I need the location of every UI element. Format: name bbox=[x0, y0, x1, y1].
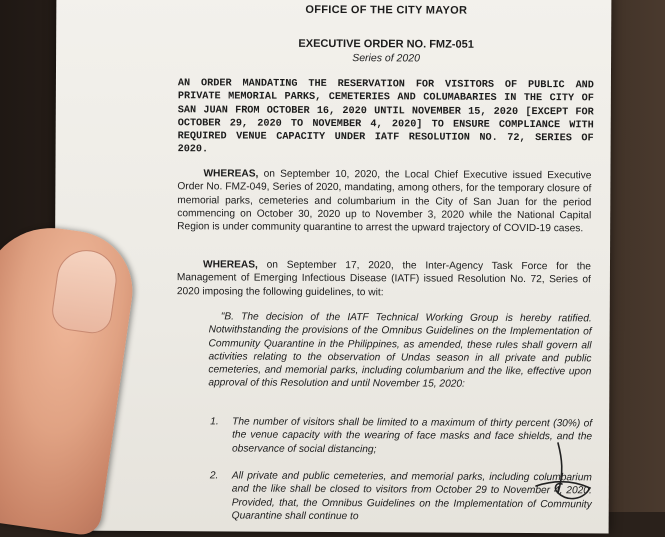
whereas-lead: WHEREAS, bbox=[203, 168, 259, 180]
whereas-paragraph-2 bbox=[177, 258, 591, 300]
document-content bbox=[176, 3, 596, 523]
quoted-resolution: "B. The decision of the IATF Technical Working Group is hereby ratified. Notwithstanding the provisions of the Omnibus Guidelines on the Implementation of Community Quarantine in the Philippines, as amended, these rules shall govern all activities relating to the observation of Undas season in all private and public cemeteries, and memorial parks, including columbarium and the like, effective upon approval of this Resolution and until November 15, 2020: bbox=[208, 311, 592, 391]
order-series: Series of 2020 bbox=[352, 52, 420, 65]
whereas-body: on September 17, 2020, the Inter-Agency Task Force for the Management of Emerging Infectious Disease (IATF) issued Resolution No. 72, Series of 2020 imposing the following guidelines, to wit: bbox=[176, 259, 592, 298]
list-item-number: 2. bbox=[209, 470, 219, 482]
whereas-body: on September 10, 2020, the Local Chief Executive issued Executive Order No. FMZ-049, Series of 2020, mandating, among others, for the temporary closure of memorial parks, cemeteries and columbarium in the City of San Juan for the period commencing on October 30, 2020 up to November 3, 2020 while the National Capital Region is under community quarantine to arrest the upward trajectory of COVID-19 cases. bbox=[177, 168, 592, 235]
list-item-text: All private and public cemeteries, and memorial parks, including columbarium and the like shall be closed to visitors from October 29 to November 4, 2020. Provided, that, the Omnibus Guidelines on the Implementation of Community Quarantine shall continue to bbox=[231, 470, 592, 523]
list-item-text: The number of visitors shall be limited to a maximum of thirty percent (30%) of the venue capacity with the wearing of face masks and face shields, and the observance of social distancing; bbox=[231, 416, 593, 455]
whereas-paragraph-1 bbox=[177, 167, 591, 236]
list-item-number: 1. bbox=[210, 416, 219, 428]
whereas-lead: WHEREAS, bbox=[202, 259, 258, 271]
order-number: EXECUTIVE ORDER NO. FMZ-051 bbox=[298, 37, 474, 51]
signature-mark bbox=[528, 438, 598, 508]
office-heading: OFFICE OF THE CITY MAYOR bbox=[305, 3, 468, 17]
order-title: AN ORDER MANDATING THE RESERVATION FOR VISITORS OF PUBLIC AND PRIVATE MEMORIAL PARKS, CEMETERIES AND COLUMABARIES IN THE CITY OF SAN JUAN FROM OCTOBER 16, 2020 UNTIL NOVEMBER 15, 2020 [EXCEPT FOR OCTOBER 29, 2020 TO NOVEMBER 4, 2020] TO ENSURE COMPLIANCE WITH REQUIRED VENUE CAPACITY UNDER IATF RESOLUTION NO. 72, SERIES OF 2020. bbox=[177, 78, 594, 156]
